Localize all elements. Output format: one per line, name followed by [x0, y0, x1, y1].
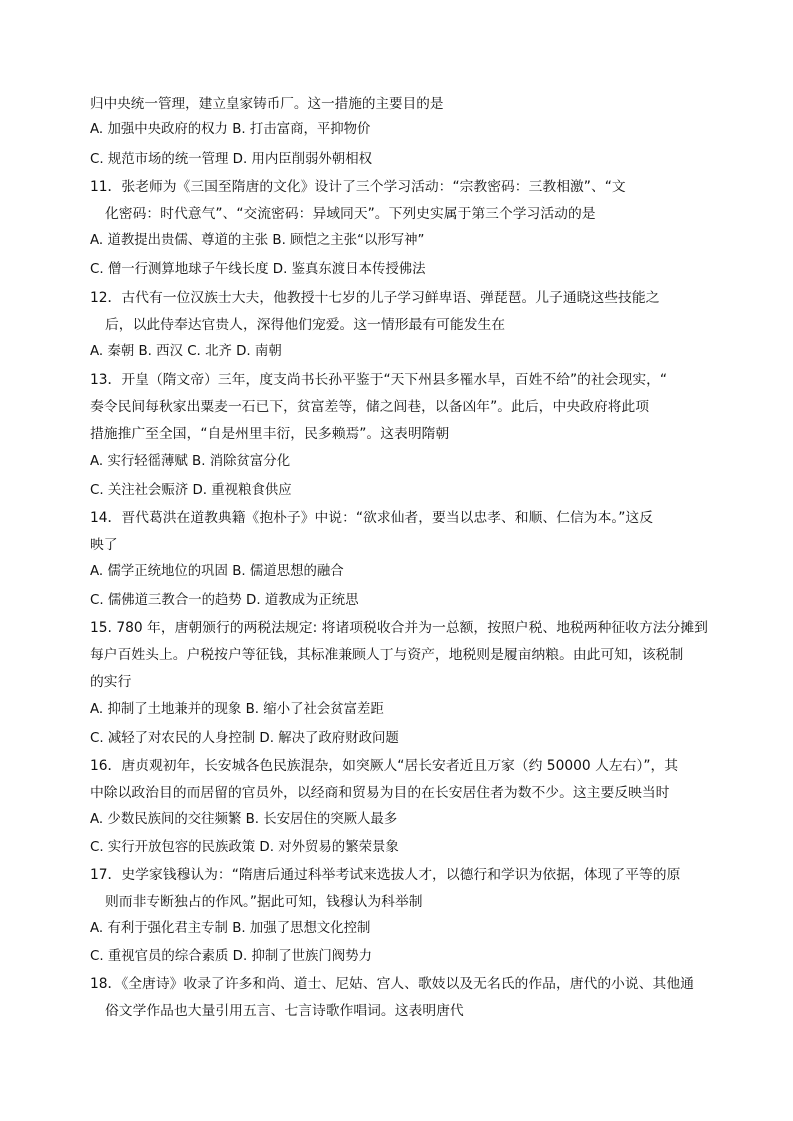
q10-options-ab: A. 加强中央政府的权力 B. 打击富商，平抑物价 — [90, 122, 371, 137]
q11-options-ab: A. 道教提出贵儒、尊道的主张 B. 顾恺之主张“以形写神” — [90, 233, 425, 248]
q15-stem-line1: 15. 780 年，唐朝颁行的两税法规定: 将诸项税收合并为一总额，按照户税、地税两种征收方法分摊到 — [90, 620, 708, 636]
q18-stem-line1: 18．《全唐诗》收录了许多和尚、道士、尼姑、宫人、歌妓以及无名氏的作品，唐代的小说、其他通 — [90, 976, 694, 992]
q12-stem-line2: 后，以此侍奉达官贵人，深得他们宠爱。这一情形最有可能发生在 — [105, 317, 506, 333]
q13-stem-line1: 13．开皇（隋文帝）三年，度支尚书长孙平鉴于“天下州县多罹水旱，百姓不给”的社会现实，“ — [90, 372, 668, 388]
q14-stem-line1: 14．晋代葛洪在道教典籍《抱朴子》中说：“欲求仙者，要当以忠孝、和顺、仁信为本。”这反 — [90, 510, 654, 526]
q10-stem-tail: 归中央统一管理，建立皇家铸币厂。这一措施的主要目的是 — [90, 96, 444, 112]
q14-options-ab: A. 儒学正统地位的巩固 B. 儒道思想的融合 — [90, 564, 344, 579]
q17-stem-line1: 17．史学家钱穆认为：“隋唐后通过科举考试来选拔人才，以德行和学识为依据，体现了平等的原 — [90, 867, 681, 883]
q15-options-cd: C. 减轻了对农民的人身控制 D. 解决了政府财政问题 — [90, 731, 399, 746]
q12-stem-line1: 12．古代有一位汉族士大夫，他教授十七岁的儿子学习鲜卑语、弹琵琶。儿子通晓这些技能之 — [90, 290, 660, 306]
q16-options-ab: A. 少数民族间的交往频繁 B. 长安居住的突厥人最多 — [90, 812, 398, 827]
q10-options-cd: C. 规范市场的统一管理 D. 用内臣削弱外朝相权 — [90, 152, 372, 167]
q15-stem-line2: 每户百姓头上。户税按户等征钱，其标准兼顾人丁与资产，地税则是履亩纳粮。由此可知，该税制 — [90, 647, 684, 663]
q15-stem-line3: 的实行 — [90, 674, 132, 690]
q14-options-cd: C. 儒佛道三教合一的趋势 D. 道教成为正统思 — [90, 593, 359, 608]
q12-options: A. 秦朝 B. 西汉 C. 北齐 D. 南朝 — [90, 344, 282, 359]
q16-stem-line1: 16．唐贞观初年，长安城各色民族混杂，如突厥人“居长安者近且万家（约 50000 人左右）”，其 — [90, 758, 679, 774]
q15-options-ab: A. 抑制了土地兼并的现象 B. 缩小了社会贫富差距 — [90, 702, 384, 717]
q17-options-cd: C. 重视官员的综合素质 D. 抑制了世族门阀势力 — [90, 949, 372, 964]
q16-stem-line2: 中除以政治目的而居留的官员外，以经商和贸易为目的在长安居住者为数不少。这主要反映当时 — [90, 785, 670, 801]
q11-options-cd: C. 僧一行测算地球子午线长度 D. 鉴真东渡日本传授佛法 — [90, 262, 426, 277]
q14-stem-line2: 映了 — [90, 537, 118, 553]
q13-options-ab: A. 实行轻徭薄赋 B. 消除贫富分化 — [90, 454, 291, 469]
q18-stem-line2: 俗文学作品也大量引用五言、七言诗歌作唱词。这表明唐代 — [105, 1003, 464, 1019]
q11-stem-line1: 11．张老师为《三国至隋唐的文化》设计了三个学习活动：“宗教密码：三教相激”、“文 — [90, 179, 626, 195]
q13-stem-line3: 措施推广至全国，“自是州里丰衍，民多赖焉”。这表明隋朝 — [90, 426, 450, 442]
q17-options-ab: A. 有利于强化君主专制 B. 加强了思想文化控制 — [90, 921, 371, 936]
q13-options-cd: C. 关注社会赈济 D. 重视粮食供应 — [90, 483, 292, 498]
q13-stem-line2: 奏令民间每秋家出粟麦一石已下，贫富差等，储之闾巷，以备凶年”。此后，中央政府将此项 — [90, 399, 650, 415]
q11-stem-line2: 化密码：时代意气”、“交流密码：异域同天”。下列史实属于第三个学习活动的是 — [105, 206, 596, 222]
q17-stem-line2: 则而非专断独占的作风。”据此可知，钱穆认为科举制 — [105, 894, 423, 910]
q16-options-cd: C. 实行开放包容的民族政策 D. 对外贸易的繁荣景象 — [90, 840, 399, 855]
